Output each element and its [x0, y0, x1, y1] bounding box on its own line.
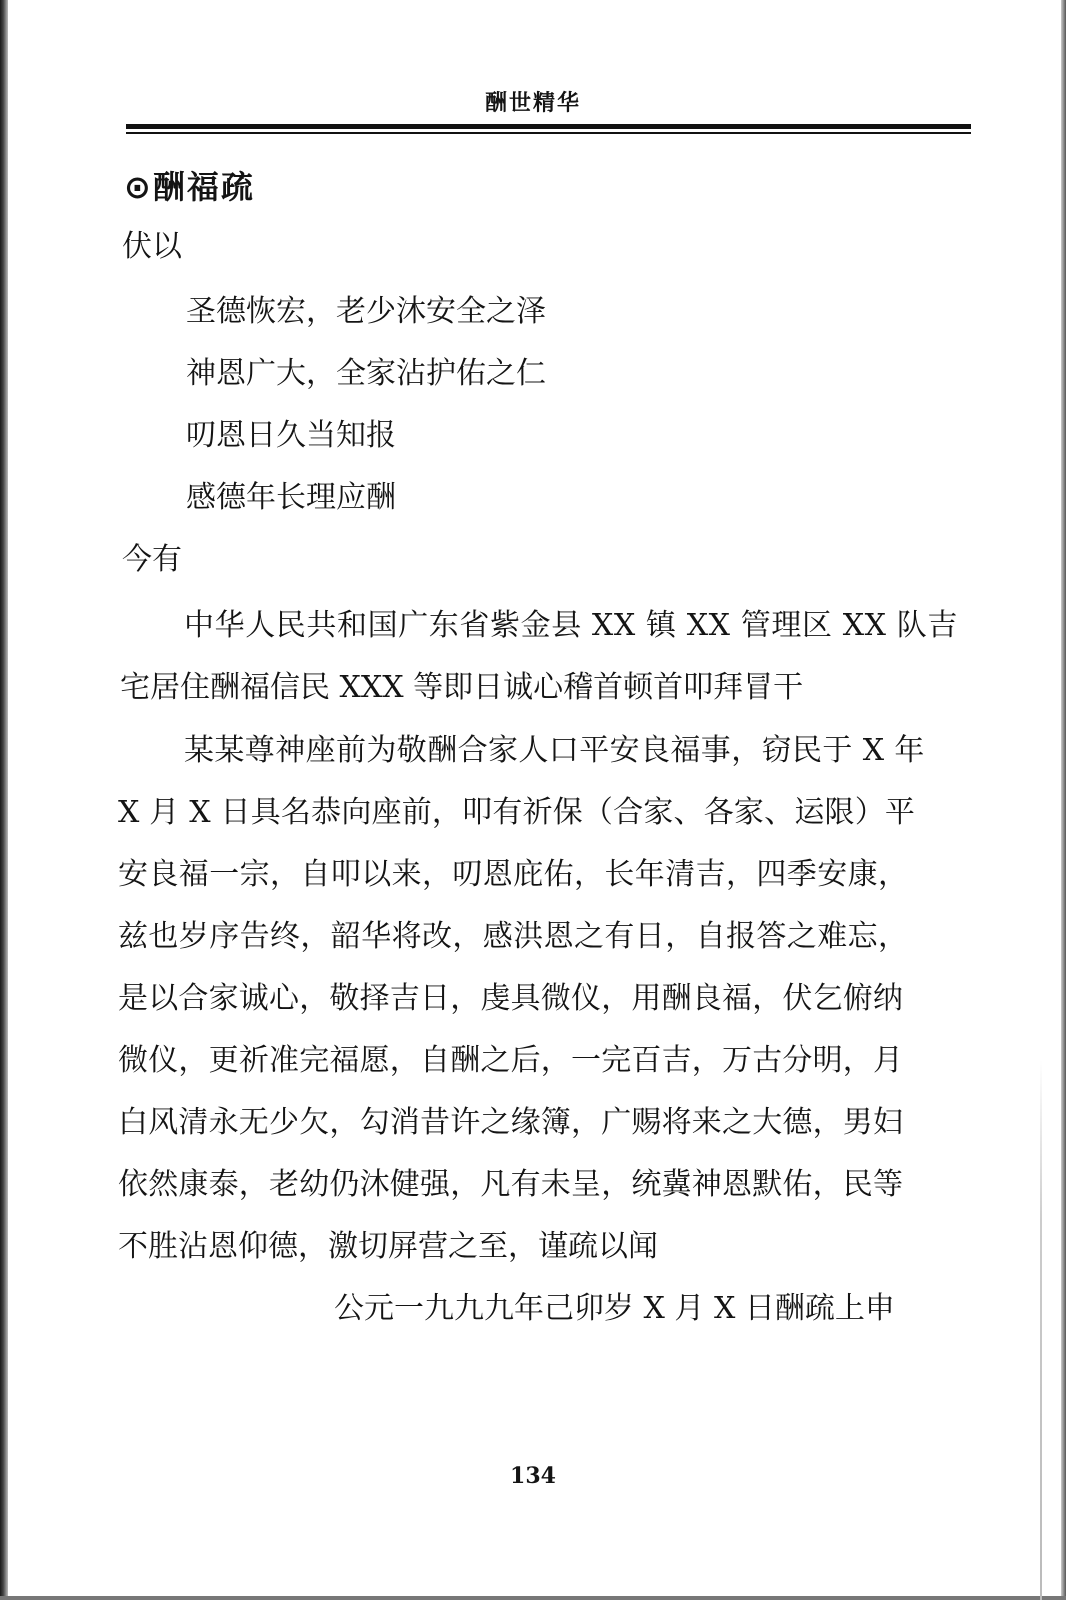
section-title: ⊙酬福疏: [124, 168, 255, 206]
body-line: 中华人民共和国广东省紫金县 XX 镇 XX 管理区 XX 队吉: [184, 608, 958, 643]
page-crease: [1040, 1060, 1042, 1600]
body-line: 今有: [122, 542, 182, 577]
body-line: 白风清永无少欠，勾消昔许之缘簿，广赐将来之大德，男妇: [118, 1105, 904, 1140]
body-line: X 月 X 日具名恭向座前，叩有祈保（合家、各家、运限）平: [118, 795, 916, 830]
scan-edge-bottom: [0, 1596, 1066, 1600]
body-line: 宅居住酬福信民 XXX 等即日诚心稽首顿首叩拜冒干: [120, 670, 804, 705]
scan-edge-right: [1061, 0, 1066, 1600]
date-line: 公元一九九九年己卯岁 X 月 X 日酬疏上申: [334, 1291, 895, 1326]
header-rule-thin: [126, 132, 971, 134]
body-line: 不胜沾恩仰德，激切屏营之至，谨疏以闻: [118, 1229, 658, 1264]
body-line: 叨恩日久当知报: [186, 418, 396, 453]
body-line: 神恩广大，全家沾护佑之仁: [186, 356, 546, 391]
body-line: 依然康泰，老幼仍沐健强，凡有未呈，统冀神恩默佑，民等: [118, 1167, 904, 1202]
body-line: 安良福一宗，自叩以来，叨恩庇佑，长年清吉，四季安康，: [118, 857, 909, 892]
body-line: 圣德恢宏，老少沐安全之泽: [186, 294, 546, 329]
body-line: 微仪，更祈准完福愿，自酬之后，一完百吉，万古分明，月: [118, 1043, 904, 1078]
body-line: 某某尊神座前为敬酬合家人口平安良福事，窃民于 X 年: [184, 733, 925, 768]
header-rule-thick: [126, 124, 971, 129]
page-number: 134: [510, 1463, 556, 1489]
body-line: 是以合家诚心，敬择吉日，虔具微仪，用酬良福，伏乞俯纳: [118, 981, 904, 1016]
body-line: 兹也岁序告终，韶华将改，感洪恩之有日，自报答之难忘，: [118, 919, 909, 954]
body-line: 感德年长理应酬: [186, 480, 396, 515]
running-header: 酬世精华: [484, 91, 581, 116]
scan-edge-left: [0, 0, 8, 1600]
body-line: 伏以: [122, 229, 182, 264]
